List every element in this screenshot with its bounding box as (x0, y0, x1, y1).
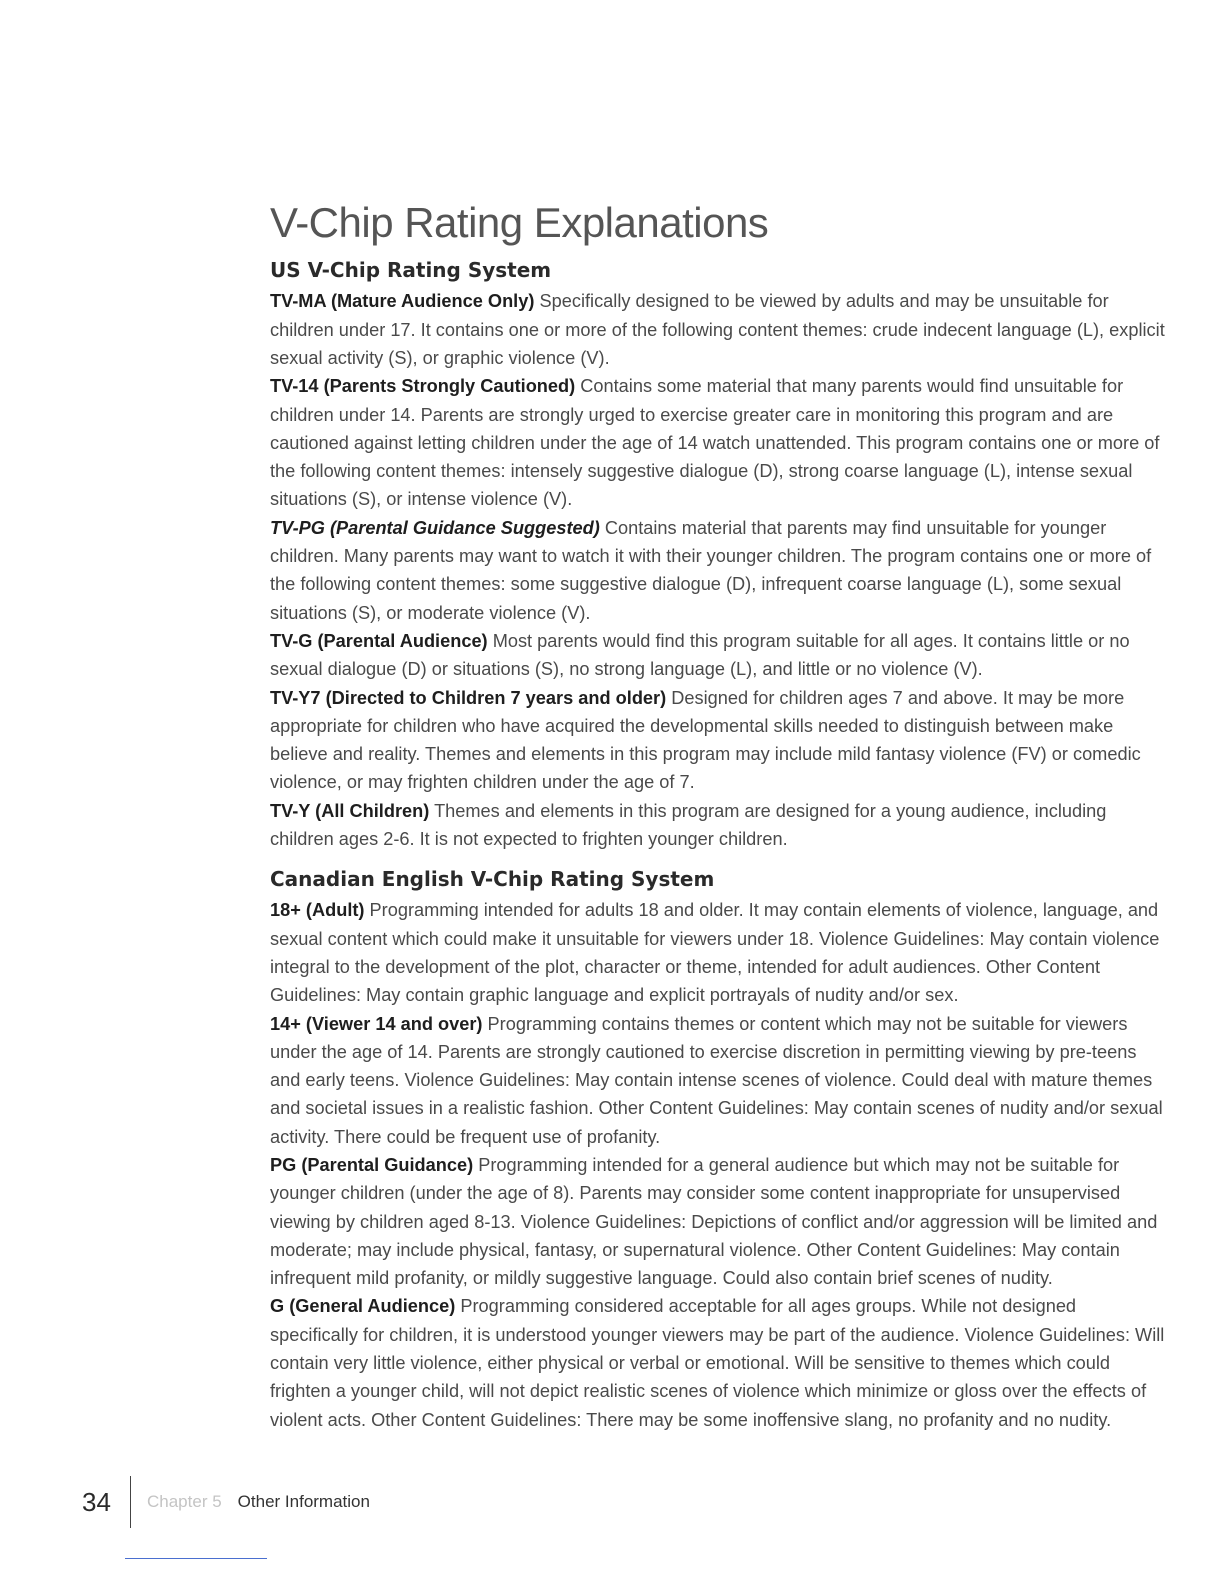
rating-term: 14+ (Viewer 14 and over) (270, 1013, 483, 1034)
rating-term: TV-Y (All Children) (270, 800, 430, 821)
rating-description: Programming intended for a general audience but which may not be suitable for younger children (under the age of 8). Parents may consider some content inappropriate for unsupervised viewing by children aged 8-13. Violence Guidelines: Depictions of conflict and/or aggression will be limited and moderate; may include physical, fantasy, or supernatural violence. Other Content Guidelines: May contain infrequent mild profanity, or mildly suggestive language. Could also contain brief scenes of nudity. (270, 1155, 1158, 1289)
page-title: V-Chip Rating Explanations (270, 199, 769, 246)
rating-description: Themes and elements in this program are designed for a young audience, including children ages 2-6. It is not expected to frighten younger children. (270, 800, 1107, 850)
chapter-section-name: Other Information (237, 1492, 370, 1511)
footer-rule (125, 1558, 267, 1559)
canada-rating-entry (270, 1151, 1165, 1292)
canada-rating-entry (270, 1292, 1165, 1433)
page-footer (82, 1476, 370, 1528)
us-rating-entry (270, 627, 1165, 684)
page-number: 34 (82, 1486, 111, 1517)
canada-rating-entry (270, 896, 1165, 1009)
us-rating-entry (270, 287, 1165, 372)
chapter-label: Chapter 5 (147, 1492, 222, 1511)
rating-term: TV-G (Parental Audience) (270, 630, 488, 651)
us-section-heading: US V-Chip Rating System (270, 258, 552, 283)
us-rating-entry (270, 797, 1165, 854)
rating-term: 18+ (Adult) (270, 900, 365, 921)
canada-rating-entry (270, 1010, 1165, 1151)
rating-description: Programming considered acceptable for all ages groups. While not designed specifically for children, it is understood younger viewers may be part of the audience. Violence Guidelines: Will contain very little violence, either physical or verbal or emotional. Will be sensitive to themes which could frighten a younger child, will not depict realistic scenes of violence which minimize or gloss over the effects of violent acts. Other Content Guidelines: There may be some inoffensive slang, no profanity and no nudity. (270, 1296, 1165, 1430)
rating-description: Most parents would find this program suitable for all ages. It contains little or no sexual dialogue (D) or situations (S), no strong language (L), and little or no violence (V). (270, 630, 1130, 680)
rating-term: TV-MA (Mature Audience Only) (270, 291, 535, 312)
rating-description: Contains material that parents may find unsuitable for younger children. Many parents may want to watch it with their younger children. The program contains one or more of the following content themes: some suggestive dialogue (D), infrequent coarse language (L), some sexual situations (S), or moderate violence (V). (270, 517, 1152, 623)
canada-section-heading: Canadian English V-Chip Rating System (270, 867, 715, 892)
rating-term: TV-14 (Parents Strongly Cautioned) (270, 376, 576, 397)
rating-term: PG (Parental Guidance) (270, 1155, 474, 1175)
rating-term: TV-PG (Parental Guidance Suggested) (270, 517, 600, 538)
us-rating-entry (270, 372, 1165, 513)
footer-divider (130, 1476, 131, 1528)
rating-description: Specifically designed to be viewed by adults and may be unsuitable for children under 17. It contains one or more of the following content themes: crude indecent language (L), explicit sexual activity (S), or graphic violence (V). (270, 291, 1165, 368)
rating-description: Contains some material that many parents would find unsuitable for children under 14. Parents are strongly urged to exercise greater care in monitoring this program and are cautioned against letting children under the age of 14 watch unattended. This program contains one or more of the following content themes: intensely suggestive dialogue (D), strong coarse language (L), intense sexual situations (S), or intense violence (V). (270, 376, 1160, 510)
rating-description: Designed for children ages 7 and above. It may be more appropriate for children who have acquired the developmental skills needed to distinguish between make believe and reality. Themes and elements in this program may include mild fantasy violence (FV) or comedic violence, or may frighten children under the age of 7. (270, 687, 1141, 793)
rating-term: TV-Y7 (Directed to Children 7 years and older) (270, 687, 667, 708)
rating-description: Programming contains themes or content which may not be suitable for viewers under the age of 14. Parents are strongly cautioned to exercise discretion in permitting viewing by pre-teens and early teens. Violence Guidelines: May contain intense scenes of violence. Could deal with mature themes and societal issues in a realistic fashion. Other Content Guidelines: May contain scenes of nudity and/or sexual activity. There could be frequent use of profanity. (270, 1013, 1163, 1147)
us-rating-entry (270, 684, 1165, 797)
page-content (270, 198, 1165, 1434)
us-rating-entry (270, 514, 1165, 627)
rating-description: Programming intended for adults 18 and older. It may contain elements of violence, language, and sexual content which could make it unsuitable for viewers under 18. Violence Guidelines: May contain violence integral to the development of the plot, character or theme, intended for adult audiences. Other Content Guidelines: May contain graphic language and explicit portrayals of nudity and/or sex. (270, 900, 1160, 1006)
rating-term: G (General Audience) (270, 1296, 456, 1317)
